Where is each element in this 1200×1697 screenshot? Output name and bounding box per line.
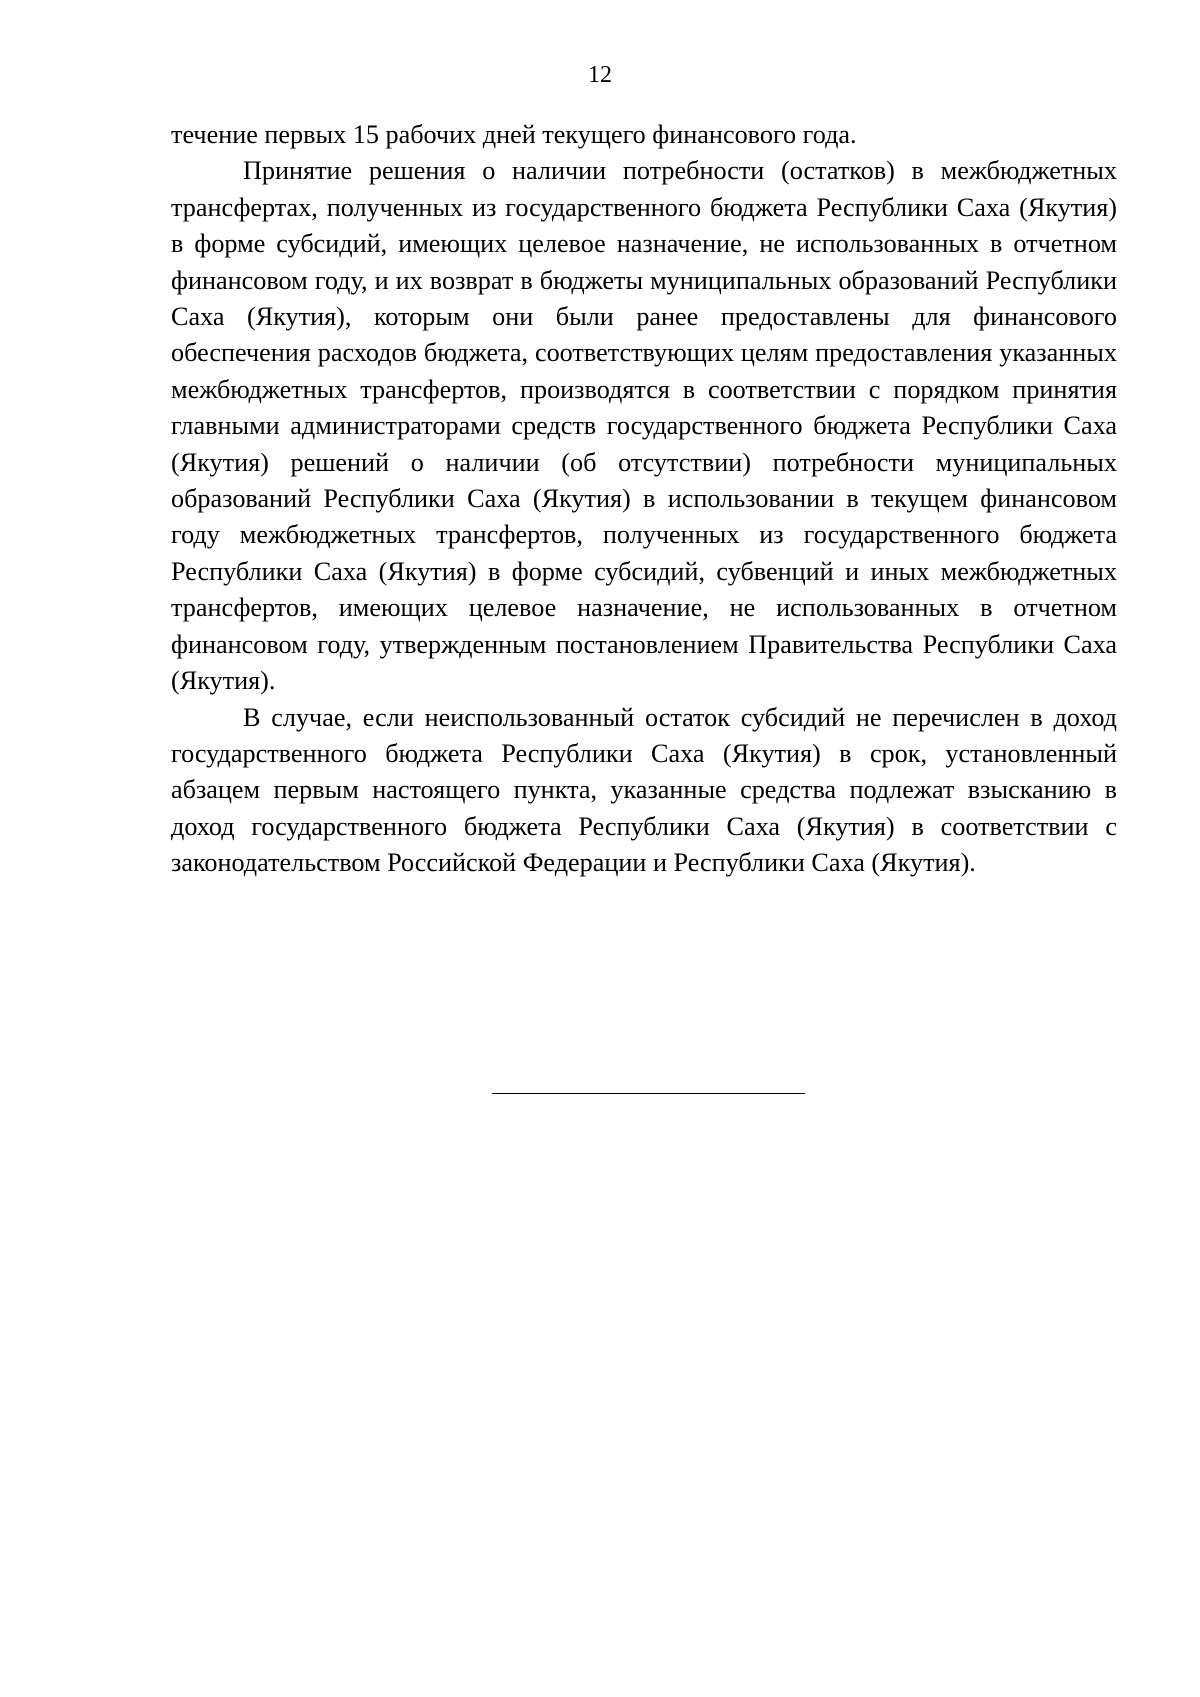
body-text	[171, 117, 1117, 882]
paragraph-recovery-of-funds: В случае, если неиспользованный остаток субсидий не перечислен в доход государственного бюджета Республики Саха (Якутия) в срок, установленный абзацем первым настоящего пункта, указанные средства подлежат взысканию в доход государственного бюджета Республики Саха (Якутия) в соответствии с законодательством Российской Федерации и Республики Саха (Якутия).	[171, 702, 1117, 878]
end-divider-line	[492, 1093, 805, 1094]
page-number: 12	[588, 62, 612, 88]
paragraph-continuation: течение первых 15 рабочих дней текущего финансового года.	[171, 120, 857, 149]
paragraph-decision-on-transfers: Принятие решения о наличии потребности (остатков) в межбюджетных трансфертах, полученных из государственного бюджета Республики Саха (Якутия) в форме субсидий, имеющих целевое назначение, не использованных в отчетном финансовом году, и их возврат в бюджеты муниципальных образований Республики Саха (Якутия), которым они были ранее предоставлены для финансового обеспечения расходов бюджета, соответствующих целям предоставления указанных межбюджетных трансфертов, производятся в соответствии с порядком принятия главными администраторами средств государственного бюджета Республики Саха (Якутия) решений о наличии (об отсутствии) потребности муниципальных образований Республики Саха (Якутия) в использовании в текущем финансовом году межбюджетных трансфертов, полученных из государственного бюджета Республики Саха (Якутия) в форме субсидий, субвенций и иных межбюджетных трансфертов, имеющих целевое назначение, не использованных в отчетном финансовом году, утвержденным постановлением Правительства Республики Саха (Якутия).	[171, 156, 1117, 696]
